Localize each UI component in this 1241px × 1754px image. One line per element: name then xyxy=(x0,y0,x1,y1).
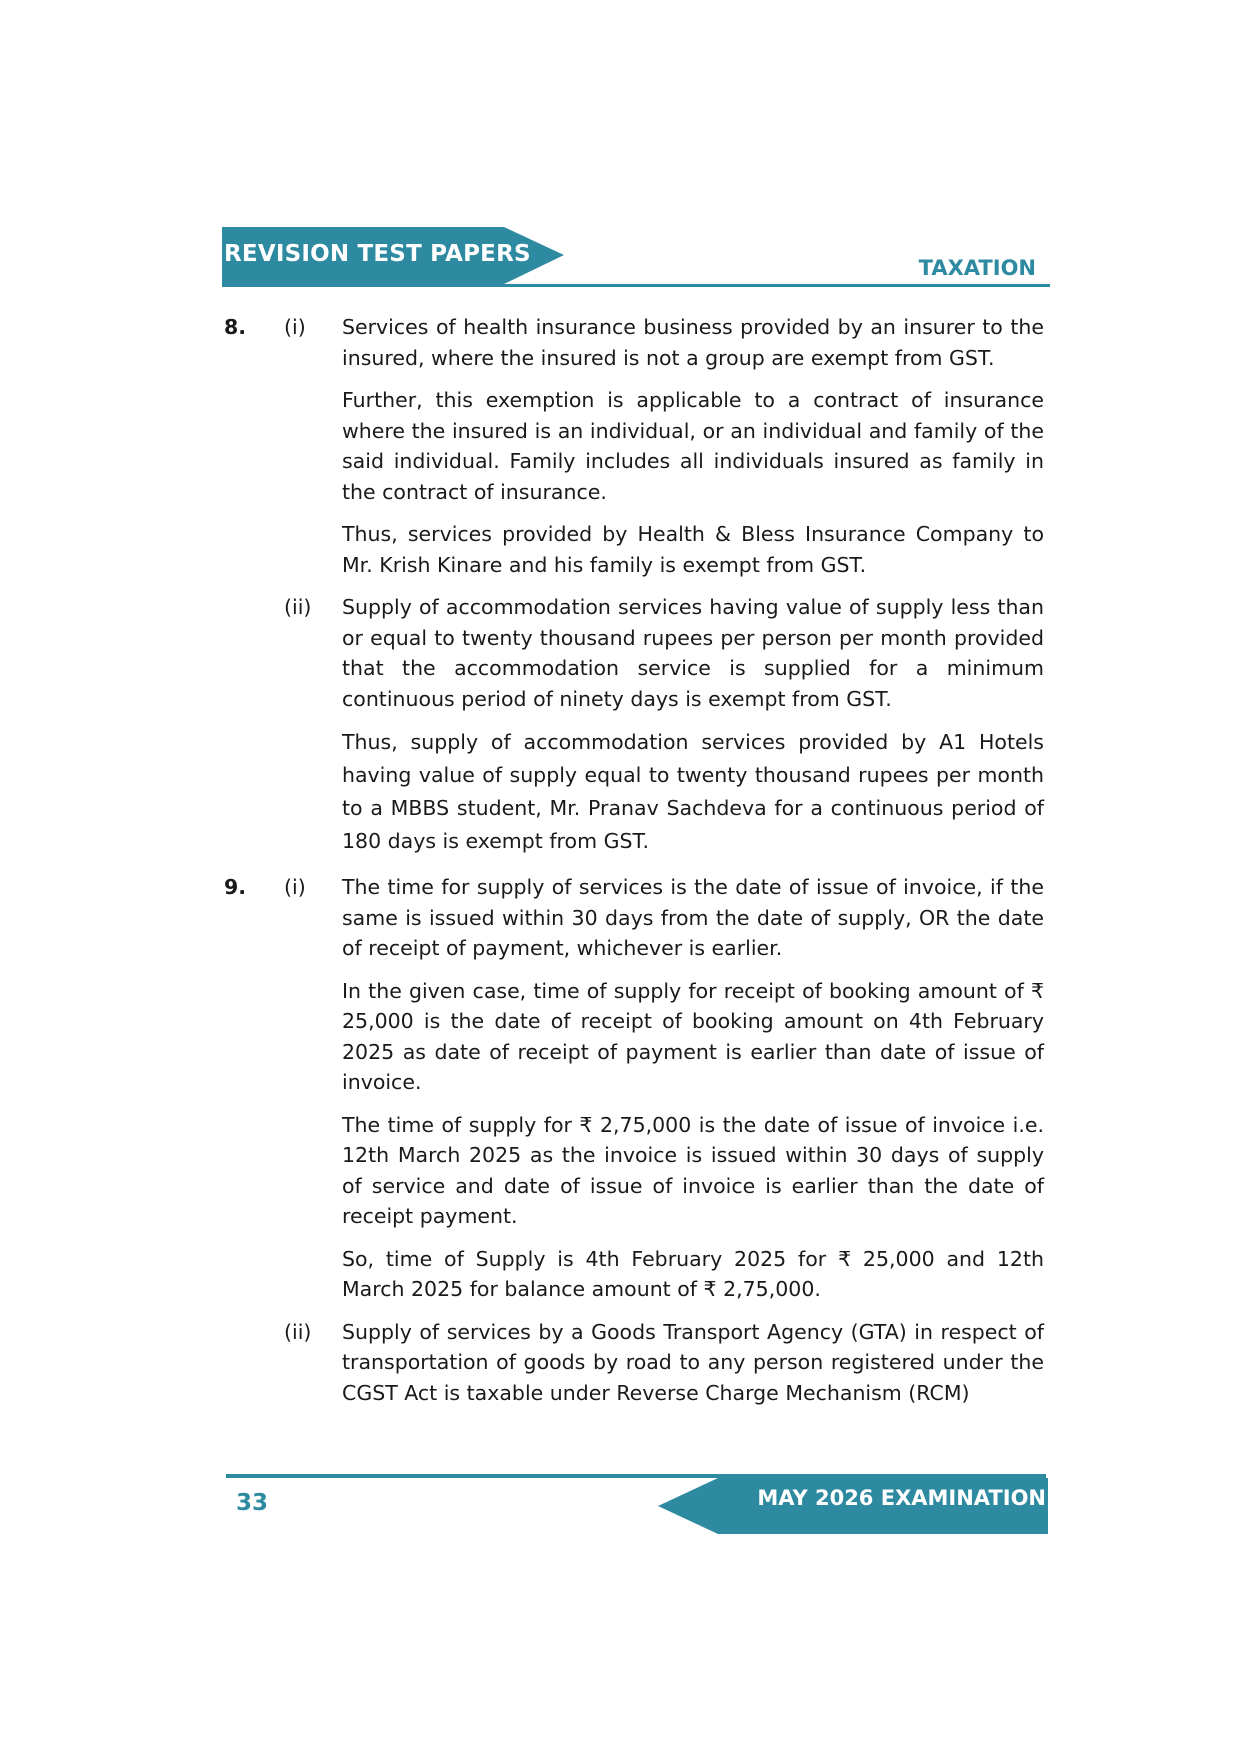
question-8-part-ii xyxy=(222,592,1044,858)
part-label: (i) xyxy=(284,875,306,899)
paragraph: Thus, supply of accommodation services provided by A1 Hotels having value of supply equal to twenty thousand rupees per month to a MBBS student, Mr. Pranav Sachdeva for a continuous period of 180 days is exempt from GST. xyxy=(342,730,1044,853)
header-rule xyxy=(222,284,1050,287)
header-banner xyxy=(222,227,564,284)
answer-content xyxy=(222,312,1044,1420)
footer-exam-label: MAY 2026 EXAMINATION xyxy=(757,1486,1046,1510)
part-label: (ii) xyxy=(284,1319,312,1344)
question-number: 9. xyxy=(224,875,247,899)
question-number: 8. xyxy=(224,315,247,339)
paragraph: The time for supply of services is the date of issue of invoice, if the same is issued within 30 days from the date of supply, OR the date of receipt of payment, whichever is earlier. xyxy=(342,875,1044,960)
paragraph: Further, this exemption is applicable to a contract of insurance where the insured is an individual, or an individual and family of the said individual. Family includes all individuals insured as family in the contract of insurance. xyxy=(342,388,1044,504)
part-label: (ii) xyxy=(284,595,312,619)
question-9 xyxy=(222,872,1044,1408)
question-9-part-ii xyxy=(222,1317,1044,1409)
header-banner-title: REVISION TEST PAPERS xyxy=(224,241,531,267)
paragraph: Services of health insurance business provided by an insurer to the insured, where the insured is not a group are exempt from GST. xyxy=(342,315,1044,370)
page-number: 33 xyxy=(236,1490,269,1516)
question-8-part-i xyxy=(222,312,1044,580)
paragraph: The time of supply for ₹ 2,75,000 is the date of issue of invoice i.e. 12th March 2025 as the invoice is issued within 30 days of supply of service and date of issue of invoice is earlier than the date of receipt payment. xyxy=(342,1112,1044,1228)
paragraph: So, time of Supply is 4th February 2025 for ₹ 25,000 and 12th March 2025 for balance amount of ₹ 2,75,000. xyxy=(342,1246,1044,1301)
paragraph: Supply of accommodation services having value of supply less than or equal to twenty thousand rupees per person per month provided that the accommodation service is supplied for a minimum continuous period of ninety days is exempt from GST. xyxy=(342,595,1044,711)
part-label: (i) xyxy=(284,315,306,339)
paragraph: Supply of services by a Goods Transport Agency (GTA) in respect of transportation of goods by road to any person registered under the CGST Act is taxable under Reverse Charge Mechanism (RCM) xyxy=(342,1319,1044,1405)
footer-banner xyxy=(658,1478,1048,1534)
question-9-part-i xyxy=(222,872,1044,1305)
paragraph: In the given case, time of supply for receipt of booking amount of ₹ 25,000 is the date of receipt of booking amount on 4th February 2025 as date of receipt of payment is earlier than date of issue of invoice. xyxy=(342,978,1044,1094)
question-8 xyxy=(222,312,1044,858)
paragraph: Thus, services provided by Health & Bless Insurance Company to Mr. Krish Kinare and his family is exempt from GST. xyxy=(342,522,1044,577)
header-subject: TAXATION xyxy=(918,256,1036,280)
